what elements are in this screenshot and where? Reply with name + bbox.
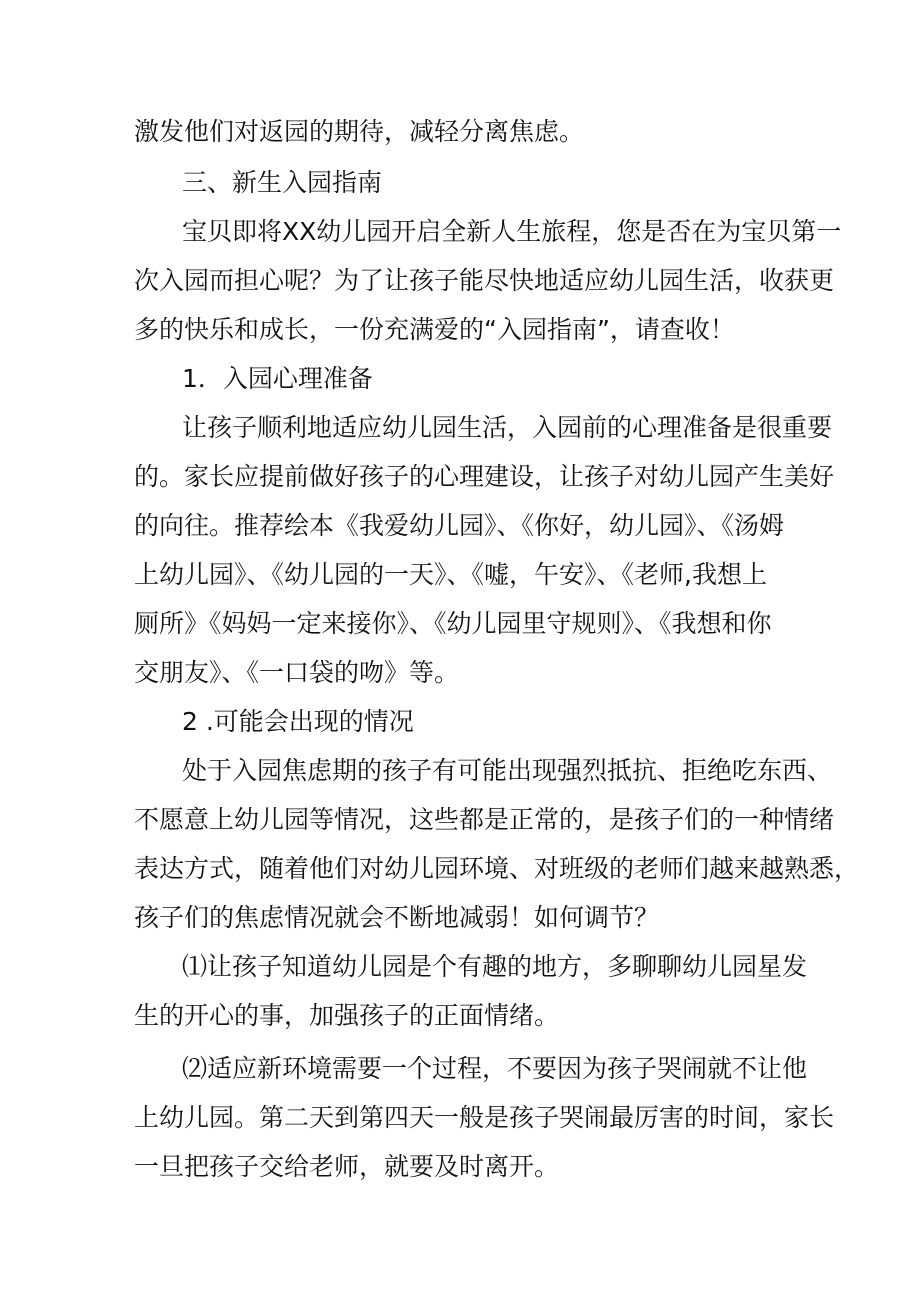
subsection-heading: 1．入园心理准备: [182, 364, 373, 393]
body-paragraph-line: 宝贝即将XX幼儿园开启全新人生旅程，您是否在为宝贝第一: [182, 217, 842, 246]
body-paragraph-line: 不愿意上幼儿园等情况，这些都是正常的，是孩子们的一种情绪: [134, 805, 835, 834]
body-paragraph-line: 的。家长应提前做好孩子的心理建设，让孩子对幼儿园产生美好: [134, 462, 835, 491]
list-item-line: 上幼儿园。第二天到第四天一般是孩子哭闹最厉害的时间，家长: [134, 1103, 835, 1132]
subsection-heading: 2 .可能会出现的情况: [182, 707, 414, 736]
body-paragraph-line: 交朋友》、《一口袋的吻》等。: [134, 658, 460, 687]
list-item-line: 一旦把孩子交给老师，就要及时离开。: [134, 1152, 560, 1181]
body-paragraph-line: 厕所》《妈妈一定来接你》、《幼儿园里守规则》、《我想和你: [134, 609, 772, 638]
body-paragraph-line: 的向往。推荐绘本《我爱幼儿园》、《你好，幼儿园》、《汤姆: [134, 511, 785, 540]
section-heading: 三、新生入园指南: [182, 168, 383, 197]
body-paragraph-line: 次入园而担心呢？为了让孩子能尽快地适应幼儿园生活，收获更: [134, 266, 835, 295]
body-paragraph-line: 激发他们对返园的期待，减轻分离焦虑。: [134, 117, 585, 146]
body-paragraph-line: 上幼儿园》、《幼儿园的一天》、《嘘，午安》、《老师,我想上: [134, 560, 767, 589]
list-item-line: ⑵适应新环境需要一个过程，不要因为孩子哭闹就不让他: [182, 1054, 808, 1083]
body-paragraph-line: 处于入园焦虑期的孩子有可能出现强烈抵抗、拒绝吃东西、: [182, 756, 833, 785]
body-paragraph-line: 多的快乐和成长，一份充满爱的“入园指南”，请查收！: [134, 315, 735, 344]
body-paragraph-line: 孩子们的焦虑情况就会不断地减弱！如何调节？: [134, 903, 660, 932]
body-paragraph-line: 让孩子顺利地适应幼儿园生活，入园前的心理准备是很重要: [182, 413, 833, 442]
list-item-line: ⑴让孩子知道幼儿园是个有趣的地方，多聊聊幼儿园星发: [182, 952, 808, 981]
body-paragraph-line: 表达方式，随着他们对幼儿园环境、对班级的老师们越来越熟悉，: [134, 854, 860, 883]
list-item-line: 生的开心的事，加强孩子的正面情绪。: [134, 1001, 560, 1030]
